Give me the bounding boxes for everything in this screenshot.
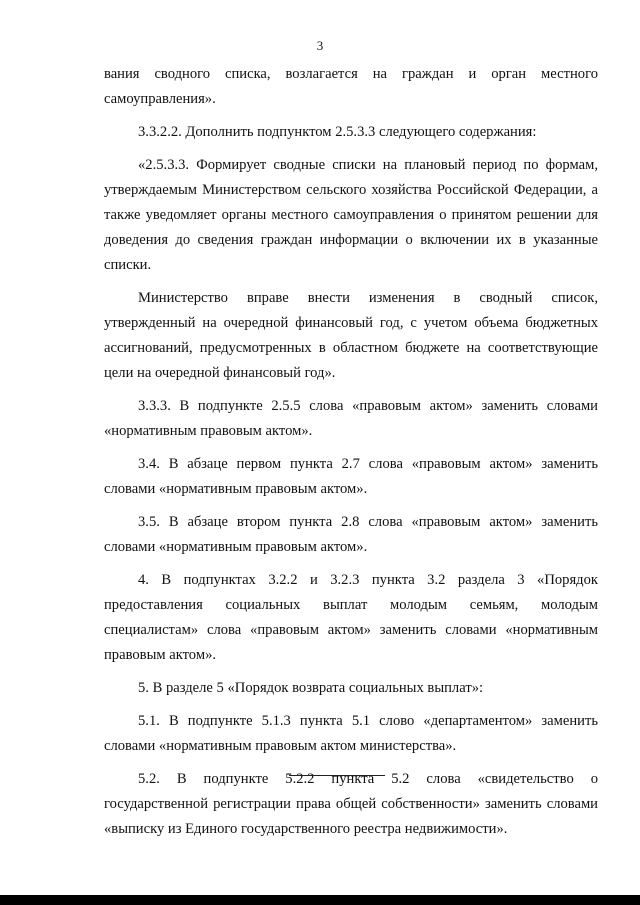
paragraph-continuation: вания сводного списка, возлагается на граждан и орган местного самоуправления». [104,66,598,107]
paragraph-2-5-3-3: «2.5.3.3. Формирует сводные списки на плановый период по формам, утверждаемым Министерством сельского хозяйства Российской Федерации, а также уведомляет органы местного самоуправления о принятом решении для доведения до сведения граждан информации о включении их в указанные списки. [104,157,598,273]
paragraph-5-1: 5.1. В подпункте 5.1.3 пункта 5.1 слово «департаментом» заменить словами «нормативным правовым актом министерства». [104,713,598,754]
paragraph-3-3-2-2: 3.3.2.2. Дополнить подпунктом 2.5.3.3 следующего содержания: [138,124,537,140]
paragraph-3-3-3: 3.3.3. В подпункте 2.5.5 слова «правовым актом» заменить словами «нормативным правовым актом». [104,398,598,439]
paragraph-5: 5. В разделе 5 «Порядок возврата социальных выплат»: [138,680,484,696]
paragraph-4: 4. В подпунктах 3.2.2 и 3.2.3 пункта 3.2 раздела 3 «Порядок предоставления социальных выплат молодым семьям, молодым специалистам» слова «правовым актом» заменить словами «нормативным правовым актом». [104,572,598,663]
paragraph-3-5: 3.5. В абзаце втором пункта 2.8 слова «правовым актом» заменить словами «нормативным правовым актом». [104,514,598,555]
end-divider [289,775,385,776]
page-number: 3 [316,38,324,53]
document-body [104,62,598,850]
scan-edge-bar [0,895,640,905]
paragraph-ministry-right: Министерство вправе внести изменения в сводный список, утвержденный на очередной финансовый год, с учетом объема бюджетных ассигнований, предусмотренных в областном бюджете на соответствующие цели на очередной финансовый год». [104,290,598,381]
paragraph-3-4: 3.4. В абзаце первом пункта 2.7 слова «правовым актом» заменить словами «нормативным правовым актом». [104,456,598,497]
paragraph-5-2: 5.2. В подпункте 5.2.2 пункта 5.2 слова «свидетельство о государственной регистрации права общей собственности» заменить словами «выписку из Единого государственного реестра недвижимости». [104,771,598,837]
